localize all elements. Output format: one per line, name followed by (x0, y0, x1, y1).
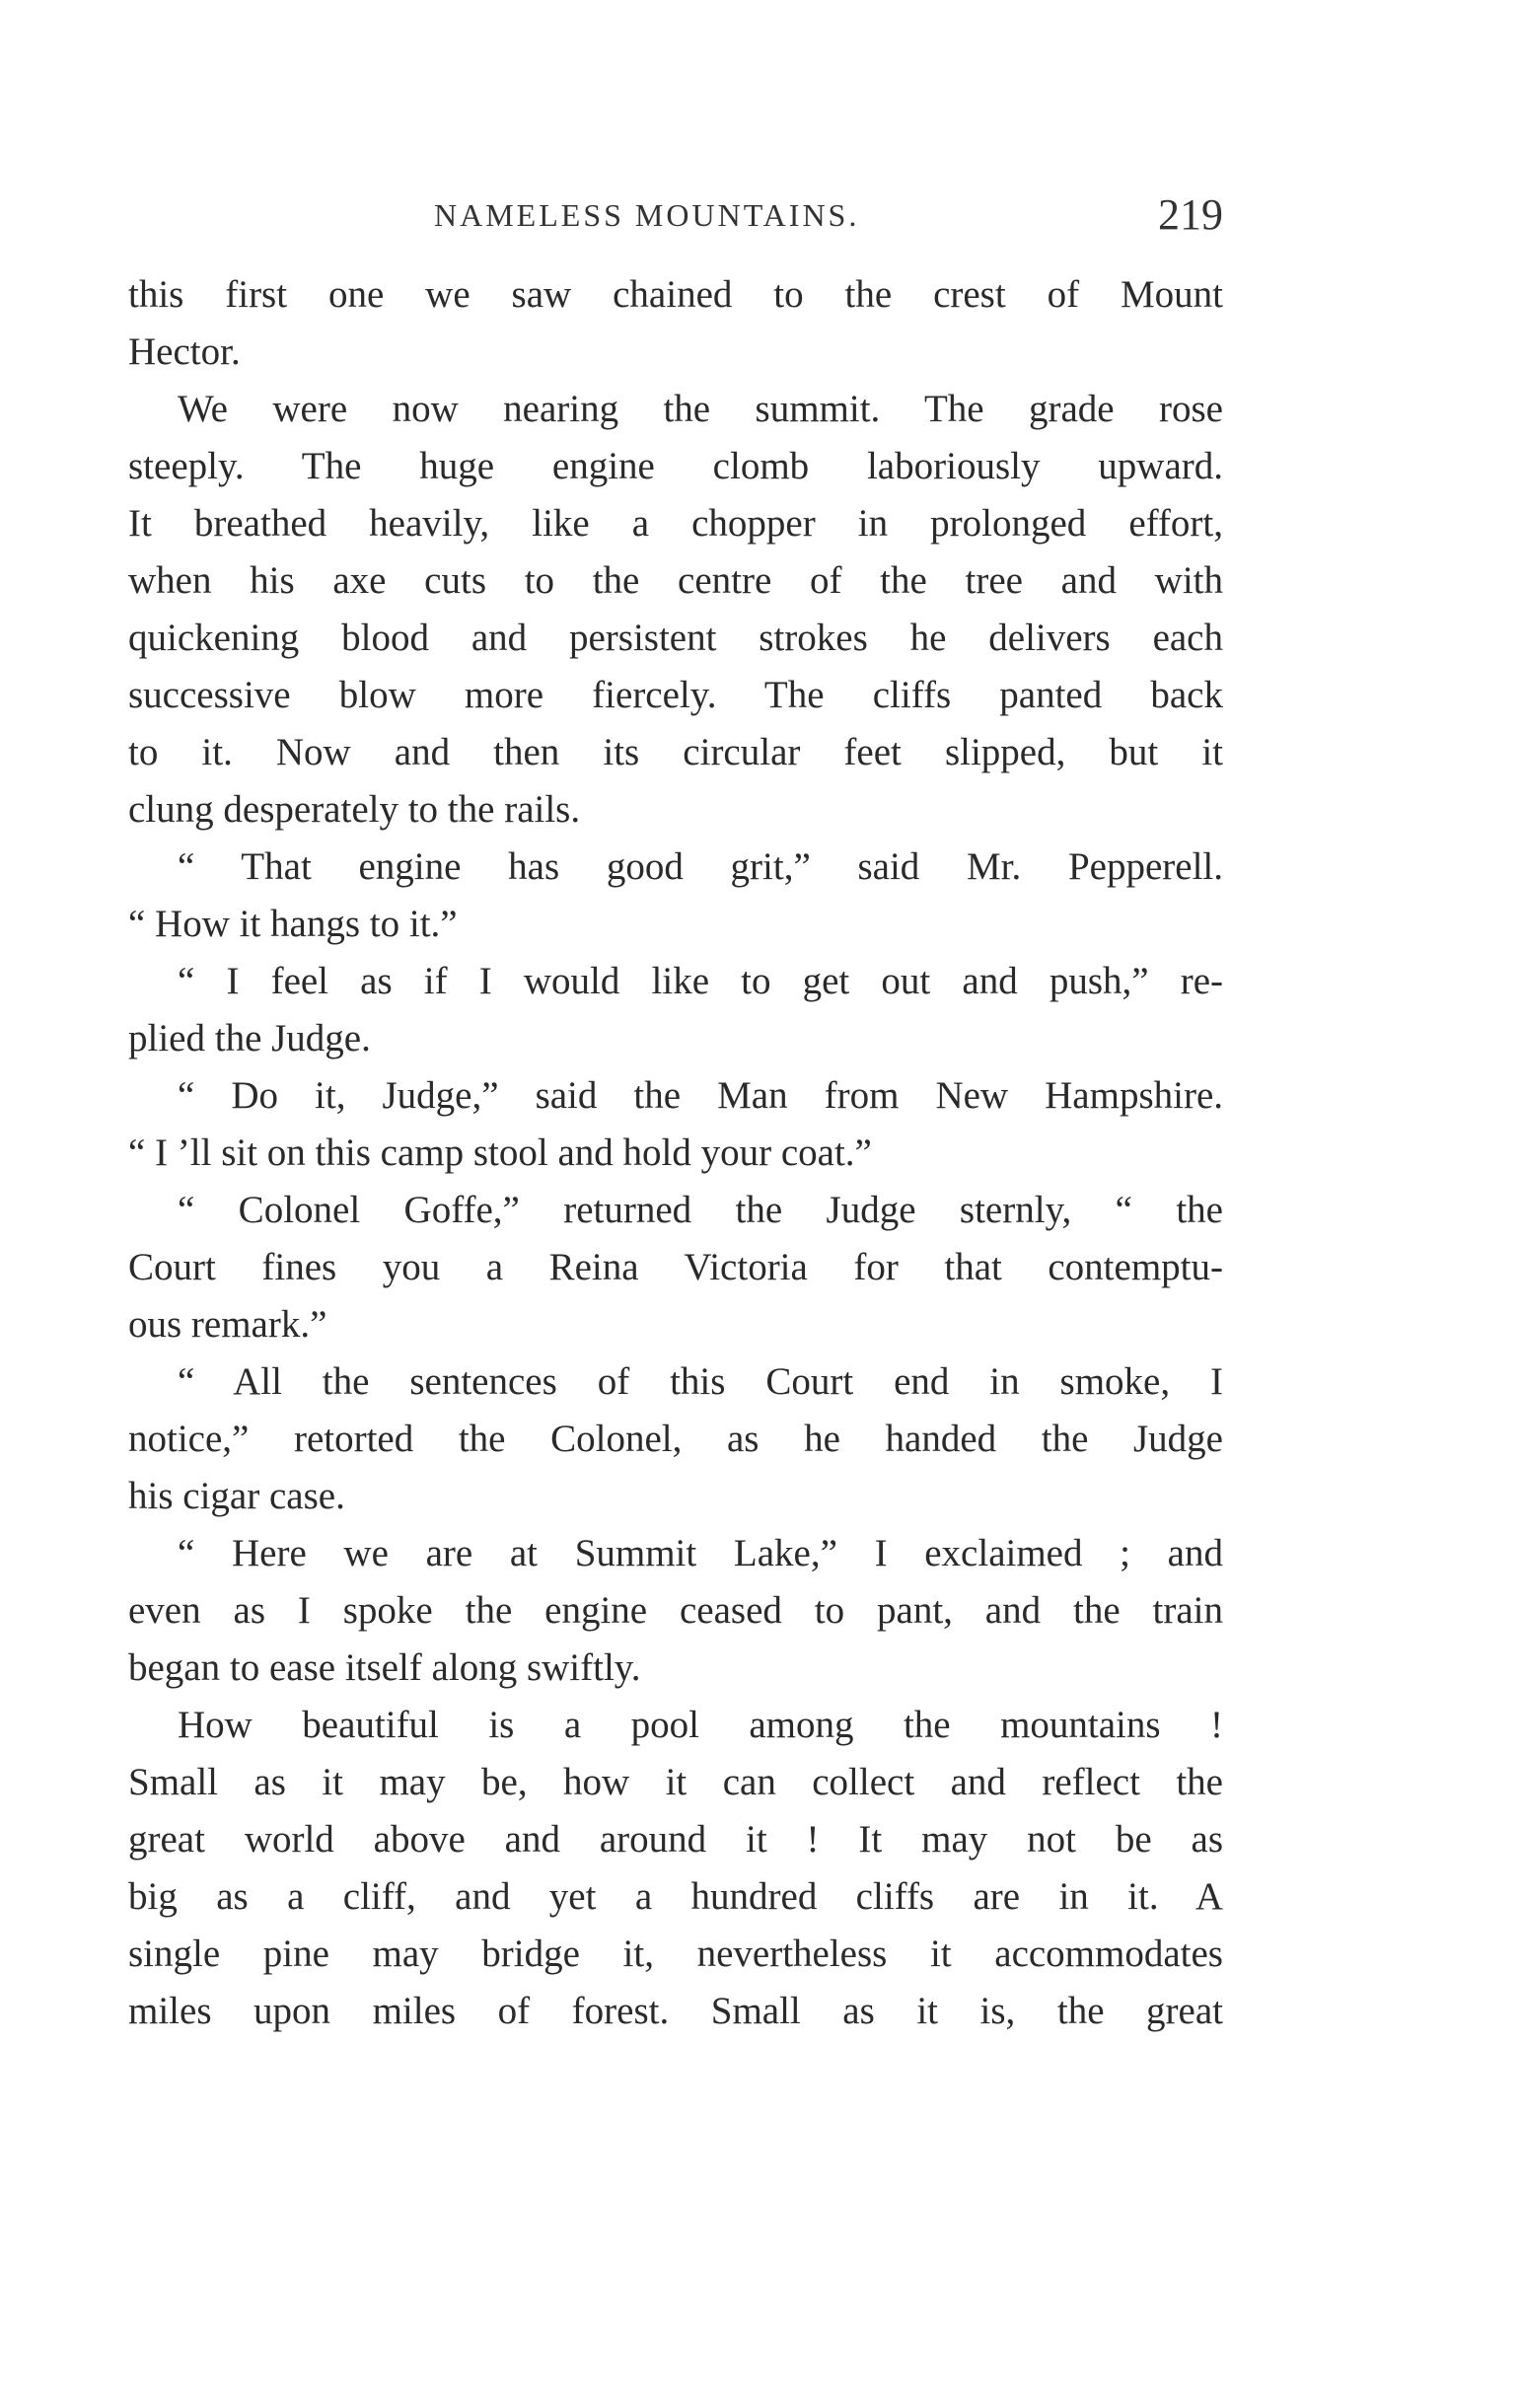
text-line: We were now nearing the summit. The grade rose (178, 388, 1223, 430)
text-line: plied the Judge. (128, 1017, 371, 1059)
text-line: even as I spoke the engine ceased to pant, and the train (128, 1589, 1223, 1632)
text-line: clung desperately to the rails. (128, 788, 581, 831)
text-line: notice,” retorted the Colonel, as he handed the Judge (128, 1418, 1223, 1460)
text-line: his cigar case. (128, 1475, 345, 1517)
text-line: ous remark.” (128, 1303, 327, 1346)
running-title: NAMELESS MOUNTAINS. (434, 197, 860, 233)
text-line: when his axe cuts to the centre of the tree and with (128, 559, 1223, 602)
text-line: How beautiful is a pool among the mountains ! (178, 1704, 1223, 1746)
text-line: miles upon miles of forest. Small as it is, the great (128, 1990, 1223, 2032)
text-line: “ I ’ll sit on this camp stool and hold your coat.” (128, 1131, 872, 1174)
text-line: single pine may bridge it, nevertheless it accommodates (128, 1933, 1223, 1975)
text-line: “ All the sentences of this Court end in smoke, I (178, 1360, 1223, 1403)
text-line: began to ease itself along swiftly. (128, 1646, 641, 1689)
text-line: to it. Now and then its circular feet slipped, but it (128, 731, 1223, 773)
text-line: Small as it may be, how it can collect and reflect the (128, 1761, 1223, 1803)
text-line: steeply. The huge engine clomb laboriously upward. (128, 445, 1223, 487)
text-line: successive blow more fiercely. The cliffs panted back (128, 674, 1223, 716)
text-line: “ Do it, Judge,” said the Man from New Hampshire. (178, 1074, 1223, 1117)
running-head (434, 185, 1223, 245)
text-line: “ Here we are at Summit Lake,” I exclaimed ; and (178, 1532, 1223, 1574)
text-line: great world above and around it ! It may not be as (128, 1818, 1223, 1861)
body-text (128, 266, 1223, 2040)
page-number: 219 (1158, 190, 1223, 239)
text-line: “ That engine has good grit,” said Mr. Pepperell. (178, 845, 1223, 888)
text-line: It breathed heavily, like a chopper in prolonged effort, (128, 502, 1223, 545)
text-line: big as a cliff, and yet a hundred cliffs are in it. A (128, 1875, 1223, 1918)
text-line: “ I feel as if I would like to get out and push,” re- (178, 960, 1223, 1002)
text-line: this first one we saw chained to the crest of Mount (128, 273, 1223, 316)
text-line: “ How it hangs to it.” (128, 903, 458, 945)
text-line: Hector. (128, 330, 241, 373)
text-line: “ Colonel Goffe,” returned the Judge sternly, “ the (178, 1189, 1223, 1231)
text-line: Court fines you a Reina Victoria for that contemptu- (128, 1246, 1223, 1288)
text-line: quickening blood and persistent strokes he delivers each (128, 617, 1223, 659)
